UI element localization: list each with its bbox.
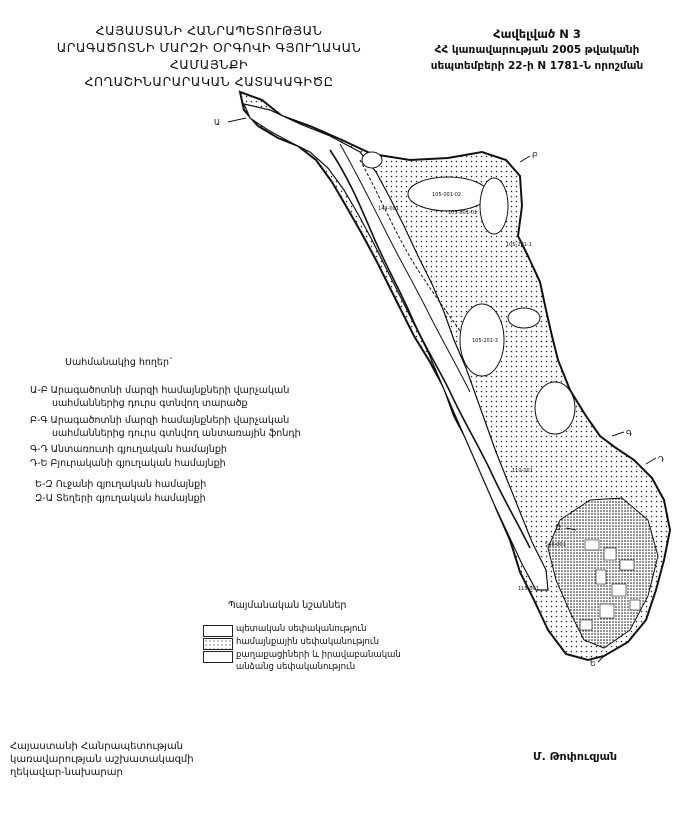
boundary-item: սահմաններից դուրս գտնվող տարածք [52,398,248,409]
point-label-e: Ե [590,659,596,668]
legend-title: Պայմանական նշաններ [228,600,347,611]
parcel-label: 105-201-3 [472,338,498,344]
boundary-item: Դ-Ե Բյուրականի գյուղական համայնքի [30,458,226,469]
parcel-label: 105-001-02 [432,192,462,198]
boundary-item: Զ-Ա Տեղերի գյուղական համայնքի [35,493,206,504]
title-line-1: ՀԱՅԱՍՏԱՆԻ ՀԱՆՐԱՊԵՏՈՒԹՅԱՆ [95,23,323,38]
parcel-small-2 [508,308,540,328]
boundary-item: Ա-Բ Արագածոտնի մարզի համայնքների վարչական [30,385,290,396]
legend-swatch-plain [203,651,233,663]
parcel-label: 115-001 [518,586,539,592]
legend-swatch-plain [203,625,233,637]
point-label-z: Զ [555,523,562,532]
point-label-g: Գ [626,429,633,438]
point-label-b: Բ [532,151,538,160]
boundary-item: Բ-Գ Արագածոտնի մարզի համայնքների վարչական [30,415,290,426]
annex-line-3: սեպտեմբերի 22-ի N 1781-Ն որոշման [430,60,644,72]
boundaries-title: Սահմանակից հողեր` [65,357,174,368]
title-line-3: ՀՈՂԱՇԻՆԱՐԱՐԱԿԱՆ ՀԱՏԱԿԱԳԻԾԸ [84,74,334,89]
boundary-item: սահմաններից դուրս գտնվող անտառային ֆոնդի [52,428,301,439]
parcel-label: 144-001 [378,206,399,212]
signatory-name: Մ. Թոփուզյան [533,750,618,763]
legend-swatch-dotted [203,638,233,650]
parcel-northeast [480,178,508,234]
legend-label: համայնքային սեփականություն [236,637,380,647]
boundary-item: Ե-Զ Ուջանի գյուղական համայնքի [35,479,207,490]
parcel-label: 105-001-01 [448,210,478,216]
parcel-label: 105-201-1 [506,242,532,248]
parcel-small-1 [362,152,382,168]
footer-line-3: ղեկավար-նախարար [10,767,123,778]
footer-line-1: Հայաստանի Հանրապետության [10,741,184,752]
point-label-a: Ա [214,118,221,127]
legend-label: անձանց սեփականություն [236,662,356,672]
parcel-label: 548-001 [545,542,566,548]
legend-label: պետական սեփականություն [236,624,367,634]
legend-label: քաղաքացիների և իրավաբանական [236,650,401,660]
footer-line-2: կառավարության աշխատակազմի [10,754,194,765]
parcel-label: 110-001 [512,468,533,474]
annex-line-2: ՀՀ կառավարության 2005 թվականի [434,44,640,56]
boundary-item: Գ-Դ Անտառուտի գյուղական համայնքի [30,444,227,455]
title-line-2: ԱՐԱԳԱԾՈՏՆԻ ՄԱՐԶԻ ՕՐԳՈՎԻ ԳՅՈՒՂԱԿԱՆ ՀԱՄԱՅՆՔԻ [56,40,362,72]
parcel-east [535,382,575,434]
annex-line-1: Հավելված N 3 [493,27,581,41]
point-label-d: Դ [658,455,665,464]
signatory-position [10,740,194,779]
